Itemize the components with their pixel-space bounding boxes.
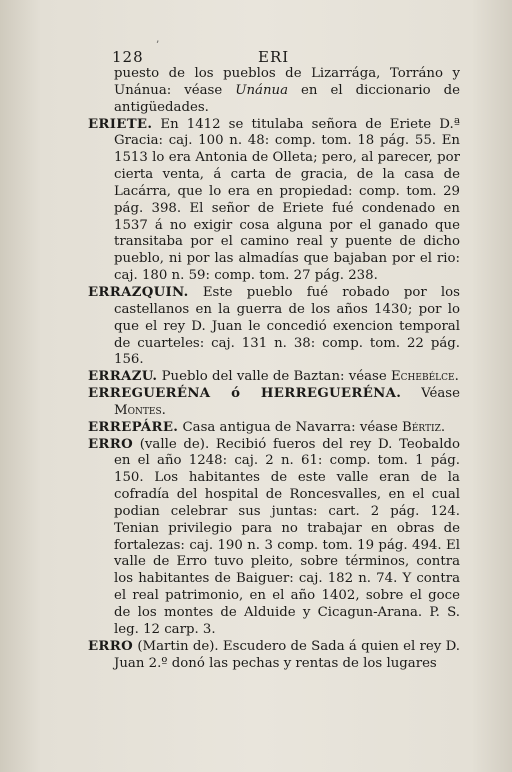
entry-headword: ERIETE.	[88, 116, 153, 132]
italic-term: Unánua	[235, 82, 289, 98]
entry-erreguerena	[88, 386, 460, 420]
page-number: 128	[112, 48, 144, 66]
entry-text: Véase	[401, 386, 460, 402]
entry-text: Este pueblo fué robado por los castellanos en la guerra de los años 1430; por lo que el rey D. Juan le concedió exencion temporal de cuarteles: caj. 131 n. 38: comp. tom. 22 pág. 156.	[114, 284, 460, 368]
entry-erro-martin	[88, 639, 460, 673]
entry-text: Casa antigua de Navarra: véase	[178, 419, 403, 435]
corner-mark: ’	[156, 40, 161, 51]
entry-text: (valle de). Recibió fueros del rey D. Teobaldo en el año 1248: caj. 2 n. 61: comp. tom. 1 pág. 150. Los habitantes de este valle eran de la cofradía del hospital de Roncesvalles, en el cual podian celebrar sus juntas: cart. 2 pág. 124. Tenian privilegio para no trabajar en obras de fortalezas: caj. 190 n. 3 comp. tom. 19 pág. 494. El valle de Erro tuvo pleito, sobre términos, contra los habitantes de Baiguer: caj. 182 n. 74. Y contra el real patrimonio, en el año 1402, sobre el goce de los montes de Alduide y Cicagun-Arana. P. S. leg. 12 carp. 3.	[114, 436, 460, 637]
entry-headword: ERREPÁRE.	[88, 419, 179, 435]
entry-headword: ERRO	[88, 436, 134, 452]
entry-continuation	[88, 66, 460, 117]
entry-errazquin	[88, 285, 460, 369]
entry-headword: ERREGUERÉNA ó HERREGUERÉNA.	[88, 386, 402, 402]
entry-text-tail: en el diccionario de antigüedades.	[114, 82, 460, 115]
entry-text: (Martin de). Escudero de Sada á quien el rey D. Juan 2.º donó las pechas y rentas de los lugares	[114, 638, 460, 671]
entry-headword: ERRO	[88, 638, 134, 654]
entry-text: puesto de los pueblos de Lizarrága, Torráno y Unánua: véase	[114, 66, 460, 98]
entry-headword: ERRAZU.	[88, 369, 158, 385]
entry-headword: ERRAZQUIN.	[88, 284, 189, 300]
cross-reference: Bértiz.	[402, 419, 446, 435]
running-head: ERI	[258, 48, 290, 66]
entry-errepare	[88, 420, 460, 437]
entry-eriete	[88, 117, 460, 285]
entry-text: En 1412 se titulaba señora de Eriete D.ª Gracia: caj. 100 n. 48: comp. tom. 18 pág. 55. En 1513 lo era Antonia de Olleta; pero, al parecer, por cierta venta, á carta de gracia, de la casa de Lacárra, que lo era en propiedad: comp. tom. 29 pág. 398. El señor de Eriete fué condenado en 1537 á no exigir cosa alguna por el ganado que transitaba por el camino real y puente de dicho pueblo, ni por las almadías que bajaban por el rio: caj. 180 n. 59: comp. tom. 27 pág. 238.	[114, 116, 460, 284]
entry-errazu	[88, 369, 460, 386]
entry-text: Pueblo del valle de Baztan: véase	[157, 369, 391, 385]
cross-reference: Montes.	[114, 402, 166, 418]
dictionary-text	[88, 66, 460, 672]
entry-erro-valle	[88, 437, 460, 639]
cross-reference: Echebélce.	[390, 369, 459, 385]
